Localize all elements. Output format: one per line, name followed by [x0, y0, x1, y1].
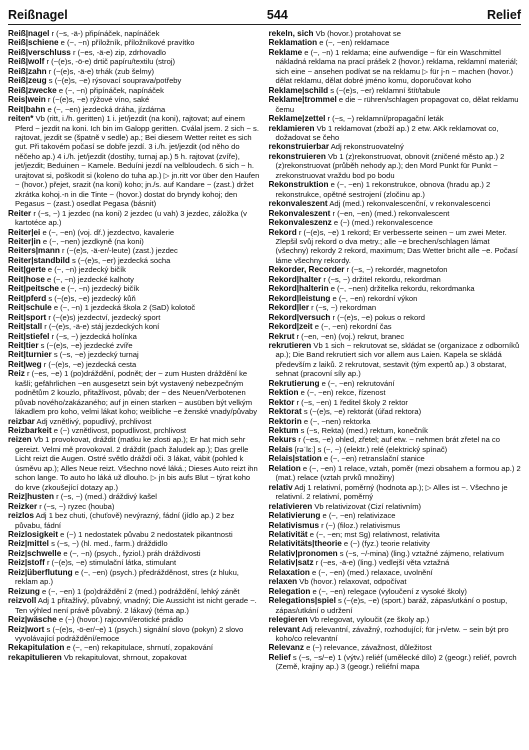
- dictionary-entry: [8, 502, 261, 511]
- entry-headword: Reit|tier: [8, 340, 39, 350]
- entry-headword: Reit|stiefel: [8, 331, 50, 341]
- header-last-word: Relief: [486, 8, 521, 22]
- dictionary-entry: [269, 124, 522, 143]
- entry-headword: Reiz|wort: [8, 624, 45, 634]
- entry-definition: s (~(e)s, -ö-er/~e) 1 (psych.) signální slovo (pokyn) 2 slovo vyvolávající podráždění/emoce: [15, 624, 244, 643]
- entry-definition: Vb rekapitulovat, shrnout, zopakovat: [61, 652, 187, 662]
- dictionary-entry: [8, 360, 261, 369]
- dictionary-entry: [8, 246, 261, 255]
- entry-definition: r (~(e)s, ~e) jezdecká cesta: [41, 359, 137, 369]
- dictionary-entry: [269, 95, 522, 114]
- entry-definition: e (~) 1 nedostatek půvabu 2 nedostatek pikantnosti: [58, 530, 233, 540]
- entry-definition: s (~(e)s, ~e) jezdecké zvíře: [38, 340, 133, 350]
- dictionary-entry: [8, 492, 261, 501]
- entry-definition: e (~, ~en) 1 rekonstrukce, obnova (hradu ap.) 2 rekonstrukce, opětné sestrojení (zločinu ap.): [275, 180, 491, 199]
- dictionary-entry: [269, 114, 522, 123]
- entry-headword: Rekorder, Recorder: [268, 265, 345, 275]
- entry-definition: Vb 1 reklamovat (zboží ap.) 2 etw. AKk reklamovat co, dožadovat se čeho: [275, 123, 499, 142]
- entry-definition: r (~en, ~en) (voj.) rekrut, branec: [294, 331, 405, 341]
- entry-headword: reiten*: [8, 114, 34, 124]
- entry-headword: Reiß|nagel: [8, 29, 50, 38]
- entry-headword: Reklame|schild: [268, 85, 329, 95]
- entry-definition: Adj 1 přitažlivý, půvabný, vnadný; Die Aussicht ist nicht gerade ~. Ten výhled není právě půvabný. 2 lákavý (téma ap.): [15, 596, 257, 615]
- entry-headword: Rekord|versuch: [268, 312, 331, 322]
- entry-headword: Rektion: [268, 388, 299, 398]
- entry-definition: r (~s, ~) jezdecká holínka: [49, 331, 137, 341]
- entry-headword: Reiter|ei: [8, 227, 41, 237]
- dictionary-entry: [269, 38, 522, 47]
- entry-definition: r (~(e)s, ~e) stimulační látka, stimulant: [44, 558, 177, 568]
- entry-definition: e (~, ~nen) jezdkyně (na koni): [40, 236, 144, 246]
- running-header: [8, 8, 521, 25]
- entry-definition: Vb (hovor.) relaxovat, odpočívat: [297, 577, 407, 587]
- entry-headword: Reiz|schwelle: [8, 548, 62, 558]
- entry-headword: Reiß|zwecke: [8, 85, 57, 95]
- entry-headword: rekapitulieren: [8, 652, 62, 662]
- entry-headword: Relativität: [268, 530, 308, 540]
- dictionary-entry: [8, 265, 261, 274]
- entry-headword: Rekord|leistung: [268, 293, 331, 303]
- dictionary-entry: [8, 256, 261, 265]
- dictionary-entry: [269, 454, 522, 463]
- entry-definition: r (~es, -ä-e) zip, zdrhovadlo: [70, 47, 166, 57]
- dictionary-entry: [269, 549, 522, 558]
- entry-definition: e (~, ~n) jezdecký bičík: [45, 265, 126, 275]
- entry-definition: r (~es, ~e) 1 (po)dráždění, podnět; der ~ zum Husten dráždění ke kašli; gefährlichen ~en ausgesetzt sein být vystavený nebezpečným podnětům 2 kouzlo, přitažlivost, půvab; der ~ des Neuen/Verbotenen půvab nového/zakázaného; auf jn einen starken ~ ausüben být velkým lákadlem pro koho, velmi lákat koho; weibliche ~e ženské vnady/půvaby: [15, 369, 258, 417]
- entry-definition: r (~es, -ä-e) (ling.) vedlejší věta vztažná: [313, 558, 450, 568]
- dictionary-entry: [8, 105, 261, 114]
- dictionary-entry: [8, 435, 261, 492]
- entry-definition: e (~) vznětlivost, popudlivost, prchlivost: [51, 426, 187, 436]
- dictionary-entry: [269, 332, 522, 341]
- entry-headword: Reizlosigkeit: [8, 530, 59, 540]
- entry-definition: s (~s, ~e) jezdecký turnaj: [51, 350, 139, 360]
- entry-definition: Adj rekonstruovatelný: [329, 142, 404, 152]
- dictionary-entry: [269, 303, 522, 312]
- entry-definition: e (~, ~en) rekapitulace, shrnutí, zopakování: [64, 643, 214, 653]
- entry-headword: Reit|pferd: [8, 293, 47, 303]
- dictionary-entry: [8, 237, 261, 246]
- entry-headword: Reiter|in: [8, 236, 41, 246]
- entry-headword: relativ: [268, 482, 293, 492]
- entry-headword: Reizung: [8, 586, 40, 596]
- dictionary-entry: [8, 294, 261, 303]
- entry-definition: s (~(e)s, ~er) jezdecká socha: [69, 255, 171, 265]
- dictionary-entry: [269, 29, 522, 38]
- entry-headword: Relativ|pronomen: [268, 548, 338, 558]
- entry-definition: e (~) (med.) rekonvalescence: [331, 218, 433, 228]
- dictionary-entry: [8, 67, 261, 76]
- dictionary-entry: [8, 549, 261, 558]
- entry-headword: Rekord|zeit: [268, 322, 313, 332]
- dictionary-entry: [8, 228, 261, 237]
- dictionary-entry: [269, 464, 522, 483]
- entry-headword: Reiß|wolf: [8, 57, 45, 67]
- entry-headword: rekrutieren: [268, 340, 312, 350]
- entry-headword: relaxen: [268, 577, 298, 587]
- dictionary-entry: [269, 558, 522, 567]
- entry-headword: Rekonstruktion: [268, 180, 329, 190]
- dictionary-entry: [269, 596, 522, 615]
- entry-headword: Relief: [268, 652, 291, 662]
- entry-definition: r (~s, ~) držitel rekordu, rekordman: [321, 274, 441, 284]
- entry-headword: Reit|hose: [8, 274, 45, 284]
- entry-headword: relativieren: [268, 501, 313, 511]
- entry-headword: Rekapitulation: [8, 643, 65, 653]
- entry-definition: e (~, ~n) připínáček, napínáček: [56, 85, 164, 95]
- entry-headword: Relativ|satz: [268, 558, 314, 568]
- dictionary-entry: [8, 350, 261, 359]
- entry-headword: Rektor: [268, 397, 295, 407]
- dictionary-entry: [8, 86, 261, 95]
- dictionary-entry: [8, 530, 261, 539]
- entry-definition: r (~(e)s, ~e) rýžové víno, saké: [45, 95, 150, 105]
- entry-headword: Reiß|schiene: [8, 38, 59, 48]
- entry-definition: Vb 1 sich ~ rekrutovat se, skládat se (organizace z odborníků ap.); Die Band rekrutiert sich vor allem aus Laien. Kapela se skládá především z laiků. 2 rekrutovat, sestavit (tým expertů ap.) 3 obstarat, sehnat (pracovní síly ap.): [275, 340, 520, 379]
- dictionary-entry: [8, 332, 261, 341]
- entry-definition: s (~s, ~/-mina) (ling.) vztažné zájmeno, relativum: [337, 548, 504, 558]
- entry-headword: Relegations|spiel: [268, 596, 336, 606]
- entry-definition: e (~, ~en) relativizace: [320, 511, 396, 521]
- dictionary-entry: [269, 341, 522, 379]
- entry-definition: e (~, ~en) rekrutování: [319, 378, 395, 388]
- entry-definition: Vb (hovor.) protahovat se: [313, 29, 401, 38]
- entry-definition: Vb 1 provokovat, dráždit (matku ke zlosti ap.); Er hat mich sehr gereizt. Velmi mě provokoval. 2 dráždit (pach žaludek ap.); Das grelle Licht reizt die Augen. Ostré světlo dráždí oči. 3 lákat, vábit (pohled k úsměvu ap.); Alles Neue reizt. Všechno nové láká.; Dieses Auto reizt ihn schon lange. To auto ho láká už dlouho. ▷ jn bis aufs Blut ~ týrat koho do krve (zkoušející dotazy ap.): [15, 435, 258, 492]
- entry-headword: Reit|weg: [8, 359, 42, 369]
- dictionary-entry: [269, 653, 522, 672]
- entry-definition: [rəˈlɛː] s (~, ~) (elektr.) relé (elektrický spínač): [292, 444, 448, 454]
- entry-headword: Reizker: [8, 501, 38, 511]
- dictionary-entry: [269, 379, 522, 388]
- entry-headword: relegieren: [268, 615, 308, 625]
- entry-headword: Relais|station: [268, 454, 322, 464]
- entry-definition: e (~) (fyz.) teorie relativity: [341, 539, 430, 549]
- entry-headword: Reklame|trommel: [268, 95, 337, 105]
- left-column: [8, 29, 261, 672]
- entry-definition: e (~, ~en; mst Sg) relativnost, relativita: [307, 530, 440, 540]
- dictionary-entry: [8, 29, 261, 38]
- entry-definition: r (~(e)s) jezdectví, jezdecký sport: [46, 312, 161, 322]
- entry-headword: Relativitäts|theorie: [268, 539, 342, 549]
- entry-headword: Reis|wein: [8, 95, 46, 105]
- entry-headword: Reizbarkeit: [8, 426, 52, 436]
- entry-definition: r (~s, ~) (med.) dráždivý kašel: [53, 492, 157, 502]
- entry-definition: r (~(e)s, -ä-e) trhák (zub šelmy): [46, 66, 155, 76]
- dictionary-entry: [8, 625, 261, 644]
- entry-headword: Rekord|halter: [268, 274, 322, 284]
- entry-headword: Reklamation: [268, 38, 318, 48]
- entry-headword: Reiter: [8, 208, 32, 218]
- entry-headword: Rekonvaleszent: [268, 208, 331, 218]
- dictionary-entry: [8, 284, 261, 293]
- entry-definition: Adj vznětlivý, popudlivý, prchlivost: [34, 416, 152, 426]
- entry-definition: s (~(e)s, ~e) rektorát (úřad rektora): [301, 407, 422, 417]
- entry-headword: Reit|bahn: [8, 104, 46, 114]
- entry-headword: Relativierung: [268, 511, 321, 521]
- entry-definition: r (~es, ~e) ohled, zřetel; auf etw. ~ nehmen brát zřetel na co: [296, 435, 500, 445]
- entry-headword: Relaxation: [268, 567, 310, 577]
- entry-definition: s (~s, ~s/~e) 1 (výtv.) reliéf (umělecké dílo) 2 (geogr.) reliéf, povrch (Země, krajiny ap.) 3 (geogr.) reliéfní mapa: [275, 652, 517, 672]
- dictionary-entry: [269, 142, 522, 151]
- entry-headword: Relativismus: [268, 520, 320, 530]
- dictionary-entry: [8, 643, 261, 652]
- entry-definition: r (~(e)s, ~e) pokus o rekord: [330, 312, 425, 322]
- dictionary-entry: [8, 369, 261, 416]
- dictionary-entry: [269, 86, 522, 95]
- entry-headword: Rekord|ler: [268, 303, 310, 313]
- dictionary-entry: [8, 95, 261, 104]
- entry-headword: Rekonvaleszenz: [268, 218, 332, 228]
- entry-definition: s (~(e)s, ~e) (sport.) baráž, zápas/utkání o postup, zápas/utkání o udržení: [275, 596, 508, 615]
- entry-definition: e (~, ~en) retranslační stanice: [321, 454, 425, 464]
- dictionary-entry: [269, 152, 522, 180]
- entry-headword: Rektorin: [268, 416, 302, 426]
- entry-definition: e (~, ~en) (med.) relaxace, uvolnění: [309, 567, 433, 577]
- right-column: [269, 29, 522, 672]
- page-number: 544: [266, 8, 288, 22]
- entry-headword: reizbar: [8, 416, 35, 426]
- dictionary-entry: [269, 398, 522, 407]
- entry-definition: e (~, ~n) jezdecký bičík: [58, 284, 140, 294]
- entry-headword: Reiz|überflutung: [8, 567, 73, 577]
- dictionary-entry: [8, 275, 261, 284]
- dictionary-entry: [8, 48, 261, 57]
- dictionary-entry: [269, 388, 522, 397]
- dictionary-entry: [8, 57, 261, 66]
- entry-definition: r (~(e)s, -ä-e) stáj jezdeckých koní: [42, 322, 160, 332]
- dictionary-entry: [269, 199, 522, 208]
- dictionary-entry: [8, 653, 261, 662]
- entry-definition: e (~, ~nen) rektorka: [301, 416, 371, 426]
- dictionary-entry: [269, 275, 522, 284]
- entry-definition: e (~, ~n) (psych., fyziol.) práh dráždivosti: [61, 548, 201, 558]
- entry-headword: Rektum: [268, 426, 299, 436]
- dictionary-entry: [269, 615, 522, 624]
- dictionary-entry: [269, 265, 522, 274]
- entry-definition: e (~, ~n) příložník, příložníkové pravítko: [58, 38, 195, 48]
- entry-headword: Reit|gerte: [8, 265, 46, 275]
- dictionary-entry: [269, 228, 522, 266]
- entry-headword: Relevanz: [268, 643, 304, 653]
- entry-headword: Reit|turnier: [8, 350, 52, 360]
- entry-headword: relevant: [268, 624, 300, 634]
- entry-definition: e (~, ~en) relegace (vyloučení z vysoké školy): [310, 586, 467, 596]
- dictionary-entry: [269, 435, 522, 444]
- entry-headword: Reklame|zettel: [268, 114, 326, 124]
- entry-definition: e (~, ~en) jezdecká dráha, jízdárna: [45, 104, 166, 114]
- entry-definition: Adj (med.) rekonvalescenční, v rekonvalescenci: [327, 199, 491, 209]
- dictionary-entry: [269, 48, 522, 86]
- dictionary-entry: [269, 539, 522, 548]
- dictionary-entry: [269, 417, 522, 426]
- dictionary-entry: [8, 76, 261, 85]
- dictionary-entry: [269, 313, 522, 322]
- entry-headword: Relegation: [268, 586, 311, 596]
- entry-definition: e (~, ~en) 1 relace, vztah, poměr (mezi obsahem a formou ap.) 2 (mat.) relace (vztah prvků množiny): [275, 463, 521, 483]
- entry-headword: Reiß|zahn: [8, 66, 47, 76]
- entry-definition: e (~, ~nen) držitelka rekordu, rekordmanka: [328, 284, 475, 294]
- entry-headword: Rekord: [268, 227, 297, 237]
- entry-headword: reizvoll: [8, 596, 37, 606]
- entry-headword: Reit|sport: [8, 312, 47, 322]
- dictionary-entry: [8, 417, 261, 426]
- entry-headword: Rekord|halterin: [268, 284, 329, 294]
- dictionary-entry: [8, 539, 261, 548]
- dictionary-entry: [8, 587, 261, 596]
- dictionary-entry: [269, 294, 522, 303]
- entry-definition: s (~(e)s, ~e) rýsovací souprava/potřeby: [46, 76, 182, 86]
- entry-headword: Reiz|stoff: [8, 558, 45, 568]
- entry-definition: r (~) (filoz.) relativismus: [319, 520, 401, 530]
- dictionary-entry: [269, 284, 522, 293]
- dictionary-entry: [269, 521, 522, 530]
- entry-definition: s (~s, ~) (hl. med., farm.) dráždidlo: [48, 539, 168, 549]
- dictionary-entry: [8, 114, 261, 209]
- columns: [8, 29, 521, 672]
- entry-definition: Vb 1 (z)rekonstruovat, obnovit (zničené město ap.) 2 (z)rekonstruovat (průběh nehody ap.); den Mord Punkt für Punkt ~ zrekonstruovat vraždu bod po bodu: [275, 151, 505, 180]
- dictionary-entry: [269, 322, 522, 331]
- entry-definition: e (~, ~n) 1 reklama; eine aufwendige ~ für ein Waschmittel nákladná reklama na prací prášek 2 (hovor.) reklama, reklamní materiál; sich eine ~ ansehen podívat se na reklamu ▷ für j-n ~ machen (hovor.) dělat reklamu, dělat dobré jméno komu, doporučovat koho: [275, 47, 518, 86]
- entry-definition: r (~en, ~en) (med.) rekonvalescent: [330, 208, 450, 218]
- entry-definition: e (~, ~en) rekordní výkon: [330, 293, 418, 303]
- entry-headword: rekeln, sich: [268, 29, 314, 38]
- entry-headword: Reiß|zeug: [8, 76, 47, 86]
- entry-headword: Relais: [268, 444, 293, 454]
- dictionary-entry: [269, 587, 522, 596]
- entry-headword: Reiß|verschluss: [8, 47, 71, 57]
- entry-definition: Adj 1 bez chuti, (chuťově) nevýrazný, fádní (jídlo ap.) 2 bez půvabu, fádní: [15, 511, 235, 530]
- dictionary-entry: [269, 530, 522, 539]
- dictionary-entry: [8, 596, 261, 615]
- entry-headword: reklamieren: [268, 123, 315, 133]
- entry-definition: r (~s, ~) 1 jezdec (na koni) 2 jezdec (u vah) 3 jezdec, záložka (v kartotéce ap.): [15, 208, 247, 228]
- dictionary-entry: [269, 180, 522, 199]
- entry-definition: Adj 1 relativní, poměrný (hodnota ap.); ▷ Alles ist ~. Všechno je relativní. 2 relativní, poměrný: [275, 482, 508, 502]
- entry-definition: e die ~ rühren/schlagen propagovat co, dělat reklamu čemu: [275, 95, 519, 114]
- entry-definition: e (~, ~en) rekce, řízenost: [298, 388, 386, 398]
- entry-headword: Relation: [268, 463, 301, 473]
- entry-headword: Reiters|mann: [8, 246, 60, 256]
- entry-headword: rekonstruieren: [268, 151, 326, 161]
- entry-headword: rekonstruierbar: [268, 142, 330, 152]
- entry-definition: e (~, ~en) (voj. dř.) jezdectvo, kavalerie: [40, 227, 175, 237]
- entry-definition: r (~s, ~) reklamní/propagační leták: [325, 114, 444, 124]
- dictionary-entry: [269, 625, 522, 644]
- entry-headword: rekonvaleszent: [268, 199, 328, 209]
- entry-definition: r (~(e)s, -ö-e) drtič papíru/textilu (stroj): [44, 57, 176, 67]
- dictionary-entry: [8, 341, 261, 350]
- dictionary-entry: [269, 426, 522, 435]
- dictionary-entry: [8, 568, 261, 587]
- entry-headword: Reiz|husten: [8, 492, 54, 502]
- entry-definition: e (~, ~en) rekordní čas: [312, 322, 392, 332]
- entry-definition: Vb relativizovat (Cizí relativním): [312, 501, 422, 511]
- dictionary-entry: [8, 558, 261, 567]
- entry-definition: r (~s, ~en) 1 ředitel školy 2 rektor: [294, 397, 408, 407]
- dictionary-entry: [8, 322, 261, 331]
- dictionary-entry: [269, 502, 522, 511]
- dictionary-entry: [8, 209, 261, 228]
- entry-definition: e (~, ~n) 1 jezdecká škola 2 (SaD) kolotoč: [51, 303, 196, 313]
- entry-headword: Rekurs: [268, 435, 297, 445]
- dictionary-entry: [269, 209, 522, 218]
- entry-definition: s (~(e)s, ~e) jezdecký kůň: [46, 293, 136, 303]
- entry-headword: Reiz|wäsche: [8, 615, 57, 625]
- dictionary-entry: [8, 303, 261, 312]
- dictionary-entry: [8, 313, 261, 322]
- dictionary-entry: [8, 426, 261, 435]
- dictionary-entry: [269, 483, 522, 502]
- entry-definition: s (~(e)s, ~er) reklamní štít/tabule: [328, 85, 441, 95]
- dictionary-entry: [8, 38, 261, 47]
- entry-definition: e (~) relevance, závažnost, důležitost: [304, 643, 432, 653]
- dictionary-entry: [269, 407, 522, 416]
- dictionary-entry: [269, 511, 522, 520]
- entry-headword: Reit|peitsche: [8, 284, 59, 294]
- entry-definition: e (~) (hovor.) rajcovní/erotické prádlo: [56, 615, 184, 625]
- dictionary-entry: [269, 643, 522, 652]
- entry-headword: Rektorat: [268, 407, 302, 417]
- dictionary-entry: [269, 577, 522, 586]
- dictionary-entry: [269, 218, 522, 227]
- entry-definition: r (~(e)s, ~e) 1 rekord; Er verbesserte seinen ~ um zwei Meter. Zlepšil svůj rekord o dva metry.; alle ~e brechen/schlagen lámat (všechny) rekordy 2 rekord, maximum; Das Wetter bricht alle ~e. Počasí láme všechny rekordy.: [275, 227, 518, 265]
- entry-definition: e (~, ~n) jezdecké kalhoty: [44, 274, 134, 284]
- entry-definition: e (~, ~en) (psych.) předrážděnost, stres (z hluku, reklam ap.): [15, 567, 239, 587]
- entry-definition: e (~, ~en) 1 (po)dráždění 2 (med.) podráždění, lehký zánět: [39, 586, 240, 596]
- entry-definition: r (~(e)s, -ä-er/-leute) (zast.) jezdec: [59, 246, 178, 256]
- entry-headword: reizlos: [8, 511, 34, 521]
- entry-headword: Reklame: [268, 47, 303, 57]
- entry-definition: r (~s, ~) ryzec (houba): [37, 501, 115, 511]
- entry-headword: Reiz|mittel: [8, 539, 49, 549]
- entry-headword: Reiter|standbild: [8, 255, 70, 265]
- entry-headword: Rekrutierung: [268, 378, 320, 388]
- entry-headword: reizen: [8, 435, 32, 445]
- entry-definition: r (~s, ~) rekordman: [309, 303, 377, 313]
- entry-headword: Reiz: [8, 369, 25, 379]
- entry-definition: Adj relevantní, závažný, rozhodující; für j-n/etw. ~ sein být pro koho/co relevantní: [275, 624, 509, 643]
- dictionary-entry: [269, 445, 522, 454]
- entry-headword: Reit|stall: [8, 322, 43, 332]
- dictionary-entry: [8, 615, 261, 624]
- entry-definition: s (~s, Rekta) (med.) rektum, konečník: [298, 426, 428, 436]
- entry-definition: e (~, ~en) reklamace: [317, 38, 390, 48]
- header-first-word: Reißnagel: [8, 8, 68, 22]
- entry-definition: Vb relegovat, vyloučit (ze školy ap.): [307, 615, 430, 625]
- entry-headword: Rekrut: [268, 331, 295, 341]
- entry-definition: r (~s, ~) rekordér, magnetofon: [344, 265, 448, 275]
- entry-definition: Vb (ritt, i./h. geritten) 1 i. jet/jezdit (na koni), rajtovat; auf einem Pferd ~ jezdit na koni. Ich bin im Galopp geritten. Cválal jsem. 2 sich ~ s. rajtovat, jezdit se (špatně v sedle) ap.; Bei diesem Wetter reitet es sich gut. Při takovém počasí se dobře jezdí. 3 i./h. jet/jezdit (od něho do něčeho ap.) 4 i./h. jet/jezdit (dostihy, turnaj ap.) 5 h. rajtovat (zvíře), jet/jezdit; Beduinen ~ Kamele. Beduíni jezdí na velbloudech. 6 sich ~ h. urajtovat si, poškodit si (koleno do tuha ap.) ▷ jn.ritt vor über den Haufen ~ (hovor.) přejet, srazit (na koni) koho; jn./s. auf Kandare ~ (zast.) držet zkrátka kohoj.-n in die Tinte ~ (hovor.) dostat do bryndy kohoj; den Pegasus ~ (zast.) osedlat Pegasa (básnit): [15, 114, 260, 209]
- entry-headword: Reit|schule: [8, 303, 52, 313]
- dictionary-entry: [269, 568, 522, 577]
- entry-definition: r (~s, -ä-) připínáček, napínáček: [49, 29, 160, 38]
- dictionary-entry: [8, 511, 261, 530]
